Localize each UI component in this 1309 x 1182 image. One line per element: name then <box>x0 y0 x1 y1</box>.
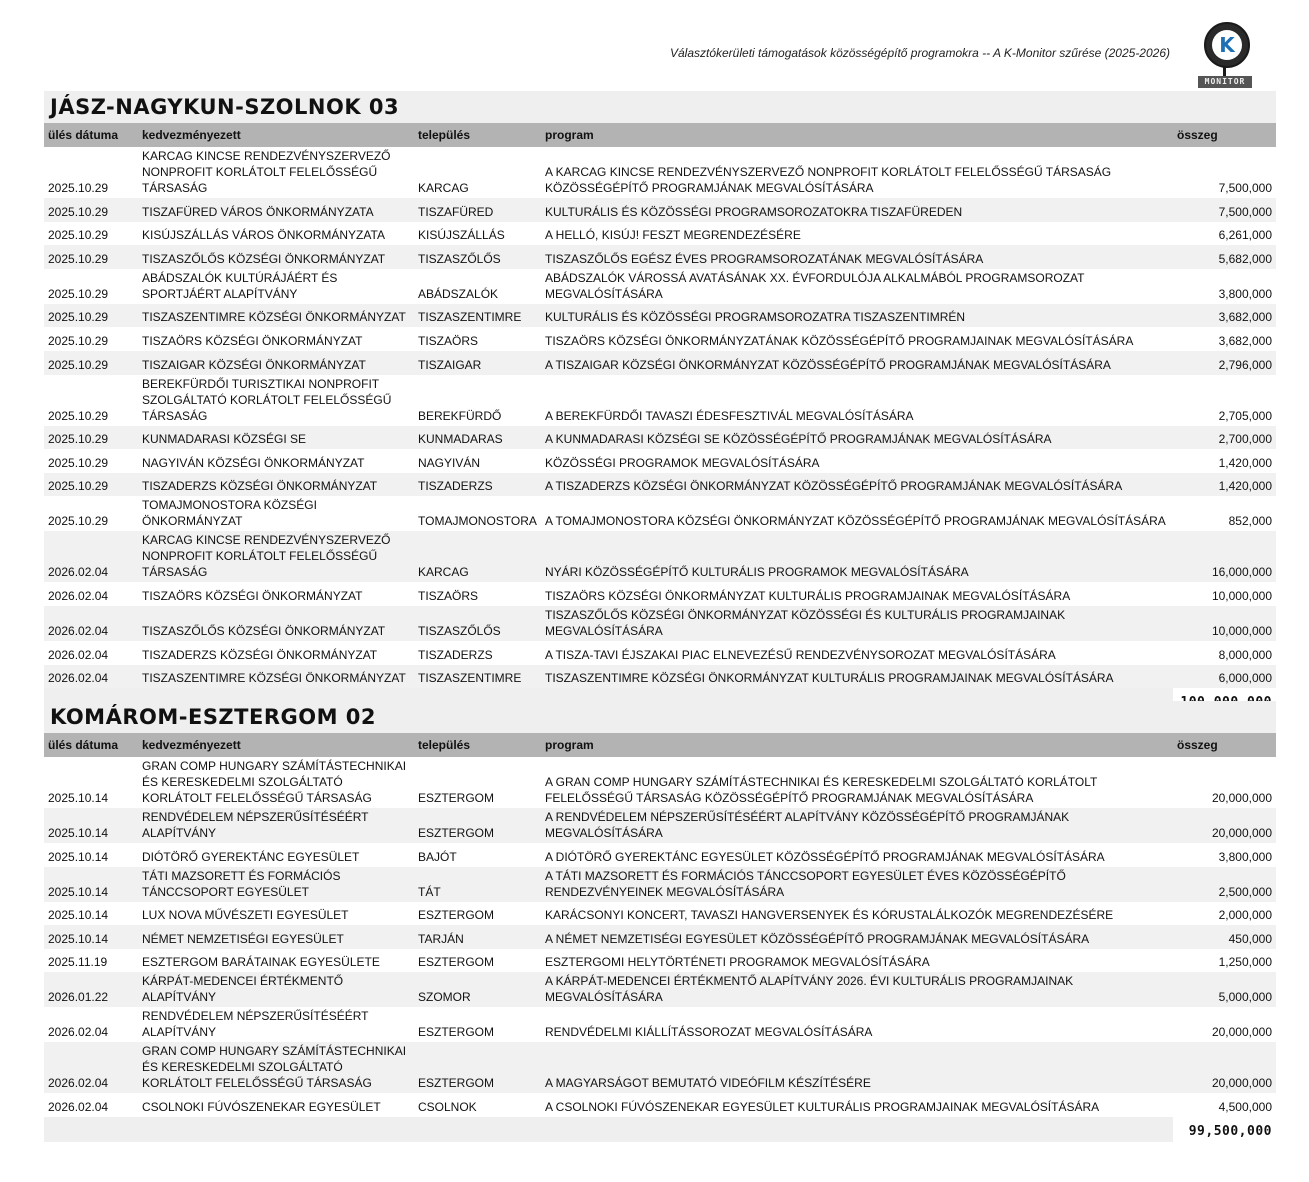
cell-town: BAJÓT <box>414 843 541 867</box>
report-title: Választókerületi támogatások közösségépítő programokra -- A K-Monitor szűrése (2025-2026) <box>669 46 1170 60</box>
col-header-amount: összeg <box>1173 123 1276 147</box>
table-row <box>44 449 1276 473</box>
cell-beneficiary: TISZAÖRS KÖZSÉGI ÖNKORMÁNYZAT <box>138 582 414 606</box>
cell-program: ABÁDSZALÓK VÁROSSÁ AVATÁSÁNAK XX. ÉVFORDULÓJA ALKALMÁBÓL PROGRAMSOROZAT MEGVALÓSÍTÁSÁRA <box>541 269 1173 304</box>
cell-beneficiary: ABÁDSZALÓK KULTÚRÁJÁÉRT ÉS SPORTJÁÉRT ALAPÍTVÁNY <box>138 269 414 304</box>
table-row <box>44 198 1276 222</box>
cell-beneficiary: DIÓTÖRŐ GYEREKTÁNC EGYESÜLET <box>138 843 414 867</box>
cell-amount: 20,000,000 <box>1173 808 1276 843</box>
cell-amount: 6,000,000 <box>1173 665 1276 689</box>
col-header-beneficiary: kedvezményezett <box>138 733 414 757</box>
cell-beneficiary: TISZADERZS KÖZSÉGI ÖNKORMÁNYZAT <box>138 473 414 497</box>
cell-town: TISZAFÜRED <box>414 198 541 222</box>
cell-program: KULTURÁLIS ÉS KÖZÖSSÉGI PROGRAMSOROZATOKRA TISZAFÜREDEN <box>541 198 1173 222</box>
cell-amount: 20,000,000 <box>1173 757 1276 808</box>
table-row <box>44 245 1276 269</box>
cell-amount: 7,500,000 <box>1173 147 1276 198</box>
cell-date: 2025.10.14 <box>44 808 138 843</box>
cell-amount: 10,000,000 <box>1173 582 1276 606</box>
cell-program: A MAGYARSÁGOT BEMUTATÓ VIDEÓFILM KÉSZÍTÉSÉRE <box>541 1042 1173 1093</box>
total-row <box>44 1117 1276 1142</box>
cell-town: ESZTERGOM <box>414 757 541 808</box>
cell-amount: 852,000 <box>1173 496 1276 531</box>
cell-town: ESZTERGOM <box>414 902 541 926</box>
cell-town: TISZASZŐLŐS <box>414 606 541 641</box>
cell-program: A RENDVÉDELEM NÉPSZERŰSÍTÉSÉÉRT ALAPÍTVÁNY KÖZÖSSÉGÉPÍTŐ PROGRAMJÁNAK MEGVALÓSÍTÁSÁRA <box>541 808 1173 843</box>
cell-town: ESZTERGOM <box>414 1007 541 1042</box>
table-row <box>44 949 1276 973</box>
table-row <box>44 327 1276 351</box>
table-row <box>44 606 1276 641</box>
cell-date: 2025.10.29 <box>44 147 138 198</box>
cell-beneficiary: KARCAG KINCSE RENDEZVÉNYSZERVEZŐ NONPROFIT KORLÁTOLT FELELŐSSÉGŰ TÁRSASÁG <box>138 531 414 582</box>
cell-program: RENDVÉDELMI KIÁLLÍTÁSSOROZAT MEGVALÓSÍTÁSÁRA <box>541 1007 1173 1042</box>
col-header-town: település <box>414 733 541 757</box>
logo-wordmark: MONITOR <box>1198 76 1252 88</box>
cell-beneficiary: TISZAIGAR KÖZSÉGI ÖNKORMÁNYZAT <box>138 351 414 375</box>
cell-date: 2025.10.29 <box>44 496 138 531</box>
cell-date: 2025.10.29 <box>44 426 138 450</box>
table-row <box>44 147 1276 198</box>
table-row <box>44 641 1276 665</box>
cell-date: 2025.10.14 <box>44 925 138 949</box>
cell-beneficiary: BEREKFÜRDŐI TURISZTIKAI NONPROFIT SZOLGÁLTATÓ KORLÁTOLT FELELŐSSÉGŰ TÁRSASÁG <box>138 375 414 426</box>
cell-beneficiary: TISZAÖRS KÖZSÉGI ÖNKORMÁNYZAT <box>138 327 414 351</box>
cell-date: 2025.10.14 <box>44 843 138 867</box>
cell-beneficiary: NÉMET NEMZETISÉGI EGYESÜLET <box>138 925 414 949</box>
logo-circle <box>1204 22 1250 68</box>
cell-amount: 2,000,000 <box>1173 902 1276 926</box>
cell-town: TISZADERZS <box>414 641 541 665</box>
cell-beneficiary: ESZTERGOM BARÁTAINAK EGYESÜLETE <box>138 949 414 973</box>
col-header-town: település <box>414 123 541 147</box>
cell-beneficiary: RENDVÉDELEM NÉPSZERŰSÍTÉSÉÉRT ALAPÍTVÁNY <box>138 1007 414 1042</box>
cell-amount: 2,796,000 <box>1173 351 1276 375</box>
cell-program: ESZTERGOMI HELYTÖRTÉNETI PROGRAMOK MEGVALÓSÍTÁSÁRA <box>541 949 1173 973</box>
cell-beneficiary: GRAN COMP HUNGARY SZÁMÍTÁSTECHNIKAI ÉS KERESKEDELMI SZOLGÁLTATÓ KORLÁTOLT FELELŐSSÉGŰ TÁRSASÁG <box>138 1042 414 1093</box>
cell-date: 2025.10.14 <box>44 757 138 808</box>
cell-amount: 6,261,000 <box>1173 222 1276 246</box>
cell-amount: 4,500,000 <box>1173 1093 1276 1117</box>
cell-date: 2025.10.14 <box>44 902 138 926</box>
cell-amount: 20,000,000 <box>1173 1007 1276 1042</box>
table-row <box>44 972 1276 1007</box>
cell-program: KARÁCSONYI KONCERT, TAVASZI HANGVERSENYEK ÉS KÓRUSTALÁLKOZÓK MEGRENDEZÉSÉRE <box>541 902 1173 926</box>
cell-amount: 16,000,000 <box>1173 531 1276 582</box>
section-total: 99,500,000 <box>1173 1117 1276 1142</box>
table-row <box>44 269 1276 304</box>
table-row <box>44 665 1276 689</box>
cell-beneficiary: TÁTI MAZSORETT ÉS FORMÁCIÓS TÁNCCSOPORT EGYESÜLET <box>138 867 414 902</box>
cell-beneficiary: KISÚJSZÁLLÁS VÁROS ÖNKORMÁNYZATA <box>138 222 414 246</box>
cell-date: 2025.10.29 <box>44 245 138 269</box>
cell-amount: 8,000,000 <box>1173 641 1276 665</box>
cell-date: 2026.02.04 <box>44 1093 138 1117</box>
cell-program: A HELLÓ, KISÚJ! FESZT MEGRENDEZÉSÉRE <box>541 222 1173 246</box>
cell-date: 2026.02.04 <box>44 665 138 689</box>
col-header-program: program <box>541 123 1173 147</box>
cell-date: 2025.10.29 <box>44 269 138 304</box>
col-header-date: ülés dátuma <box>44 123 138 147</box>
cell-beneficiary: KÁRPÁT-MEDENCEI ÉRTÉKMENTŐ ALAPÍTVÁNY <box>138 972 414 1007</box>
cell-town: ESZTERGOM <box>414 949 541 973</box>
cell-amount: 3,800,000 <box>1173 269 1276 304</box>
cell-amount: 5,682,000 <box>1173 245 1276 269</box>
table-row <box>44 473 1276 497</box>
cell-amount: 5,000,000 <box>1173 972 1276 1007</box>
cell-amount: 2,700,000 <box>1173 426 1276 450</box>
cell-town: KARCAG <box>414 531 541 582</box>
cell-beneficiary: LUX NOVA MŰVÉSZETI EGYESÜLET <box>138 902 414 926</box>
table-row <box>44 496 1276 531</box>
cell-program: TISZAÖRS KÖZSÉGI ÖNKORMÁNYZATÁNAK KÖZÖSSÉGÉPÍTŐ PROGRAMJAINAK MEGVALÓSÍTÁSÁRA <box>541 327 1173 351</box>
cell-beneficiary: TISZADERZS KÖZSÉGI ÖNKORMÁNYZAT <box>138 641 414 665</box>
cell-amount: 1,420,000 <box>1173 449 1276 473</box>
cell-date: 2025.11.19 <box>44 949 138 973</box>
section-jasz-nagykun-szolnok <box>44 91 1276 713</box>
table-row <box>44 426 1276 450</box>
cell-beneficiary: GRAN COMP HUNGARY SZÁMÍTÁSTECHNIKAI ÉS KERESKEDELMI SZOLGÁLTATÓ KORLÁTOLT FELELŐSSÉGŰ TÁRSASÁG <box>138 757 414 808</box>
cell-amount: 3,682,000 <box>1173 327 1276 351</box>
cell-beneficiary: TISZAFÜRED VÁROS ÖNKORMÁNYZATA <box>138 198 414 222</box>
section-title: KOMÁROM-ESZTERGOM 02 <box>44 701 1276 733</box>
cell-date: 2026.02.04 <box>44 641 138 665</box>
cell-program: A TOMAJMONOSTORA KÖZSÉGI ÖNKORMÁNYZAT KÖZÖSSÉGÉPÍTŐ PROGRAMJÁNAK MEGVALÓSÍTÁSÁRA <box>541 496 1173 531</box>
cell-date: 2025.10.29 <box>44 351 138 375</box>
table-row <box>44 222 1276 246</box>
cell-beneficiary: NAGYIVÁN KÖZSÉGI ÖNKORMÁNYZAT <box>138 449 414 473</box>
cell-program: A KÁRPÁT-MEDENCEI ÉRTÉKMENTŐ ALAPÍTVÁNY 2026. ÉVI KULTURÁLIS PROGRAMJAINAK MEGVALÓSÍTÁSÁRA <box>541 972 1173 1007</box>
cell-date: 2025.10.29 <box>44 327 138 351</box>
cell-town: TISZADERZS <box>414 473 541 497</box>
cell-amount: 20,000,000 <box>1173 1042 1276 1093</box>
cell-program: A BEREKFÜRDŐI TAVASZI ÉDESFESZTIVÁL MEGVALÓSÍTÁSÁRA <box>541 375 1173 426</box>
cell-program: A GRAN COMP HUNGARY SZÁMÍTÁSTECHNIKAI ÉS KERESKEDELMI SZOLGÁLTATÓ KORLÁTOLT FELELŐSSÉGŰ TÁRSASÁG KÖZÖSSÉGÉPÍTŐ PROGRAMJÁNAK MEGVALÓSÍTÁSÁRA <box>541 757 1173 808</box>
cell-town: NAGYIVÁN <box>414 449 541 473</box>
cell-program: A TISZADERZS KÖZSÉGI ÖNKORMÁNYZAT KÖZÖSSÉGÉPÍTŐ PROGRAMJÁNAK MEGVALÓSÍTÁSÁRA <box>541 473 1173 497</box>
cell-date: 2025.10.29 <box>44 473 138 497</box>
grants-table <box>44 123 1276 713</box>
cell-town: SZOMOR <box>414 972 541 1007</box>
logo-letter: K <box>1212 30 1242 60</box>
cell-date: 2025.10.29 <box>44 304 138 328</box>
cell-program: TISZASZŐLŐS EGÉSZ ÉVES PROGRAMSOROZATÁNAK MEGVALÓSÍTÁSÁRA <box>541 245 1173 269</box>
cell-program: TISZASZENTIMRE KÖZSÉGI ÖNKORMÁNYZAT KULTURÁLIS PROGRAMJAINAK MEGVALÓSÍTÁSÁRA <box>541 665 1173 689</box>
cell-date: 2025.10.29 <box>44 449 138 473</box>
cell-date: 2026.02.04 <box>44 582 138 606</box>
table-row <box>44 1093 1276 1117</box>
cell-town: TÁT <box>414 867 541 902</box>
cell-date: 2025.10.29 <box>44 222 138 246</box>
table-row <box>44 304 1276 328</box>
table-row <box>44 351 1276 375</box>
col-header-beneficiary: kedvezményezett <box>138 123 414 147</box>
cell-program: A TISZAIGAR KÖZSÉGI ÖNKORMÁNYZAT KÖZÖSSÉGÉPÍTŐ PROGRAMJÁNAK MEGVALÓSÍTÁSÁRA <box>541 351 1173 375</box>
cell-town: ESZTERGOM <box>414 1042 541 1093</box>
cell-town: TISZASZENTIMRE <box>414 304 541 328</box>
cell-amount: 3,800,000 <box>1173 843 1276 867</box>
table-row <box>44 843 1276 867</box>
cell-town: ESZTERGOM <box>414 808 541 843</box>
table-row <box>44 902 1276 926</box>
cell-town: TARJÁN <box>414 925 541 949</box>
cell-amount: 2,705,000 <box>1173 375 1276 426</box>
cell-town: ABÁDSZALÓK <box>414 269 541 304</box>
cell-town: KISÚJSZÁLLÁS <box>414 222 541 246</box>
col-header-program: program <box>541 733 1173 757</box>
k-monitor-logo <box>1196 20 1256 90</box>
table-row <box>44 757 1276 808</box>
cell-date: 2026.01.22 <box>44 972 138 1007</box>
cell-program: A NÉMET NEMZETISÉGI EGYESÜLET KÖZÖSSÉGÉPÍTŐ PROGRAMJÁNAK MEGVALÓSÍTÁSÁRA <box>541 925 1173 949</box>
cell-amount: 7,500,000 <box>1173 198 1276 222</box>
col-header-date: ülés dátuma <box>44 733 138 757</box>
cell-date: 2026.02.04 <box>44 606 138 641</box>
table-header-row <box>44 733 1276 757</box>
cell-town: TISZASZENTIMRE <box>414 665 541 689</box>
cell-town: KUNMADARAS <box>414 426 541 450</box>
cell-town: TISZAIGAR <box>414 351 541 375</box>
cell-amount: 1,420,000 <box>1173 473 1276 497</box>
cell-amount: 1,250,000 <box>1173 949 1276 973</box>
cell-beneficiary: TISZASZŐLŐS KÖZSÉGI ÖNKORMÁNYZAT <box>138 245 414 269</box>
table-row <box>44 1042 1276 1093</box>
cell-program: A CSOLNOKI FÚVÓSZENEKAR EGYESÜLET KULTURÁLIS PROGRAMJAINAK MEGVALÓSÍTÁSÁRA <box>541 1093 1173 1117</box>
cell-program: A TISZA-TAVI ÉJSZAKAI PIAC ELNEVEZÉSŰ RENDEZVÉNYSOROZAT MEGVALÓSÍTÁSÁRA <box>541 641 1173 665</box>
cell-date: 2026.02.04 <box>44 531 138 582</box>
col-header-amount: összeg <box>1173 733 1276 757</box>
table-row <box>44 808 1276 843</box>
cell-beneficiary: RENDVÉDELEM NÉPSZERŰSÍTÉSÉÉRT ALAPÍTVÁNY <box>138 808 414 843</box>
cell-town: TISZAÖRS <box>414 327 541 351</box>
cell-program: NYÁRI KÖZÖSSÉGÉPÍTŐ KULTURÁLIS PROGRAMOK MEGVALÓSÍTÁSÁRA <box>541 531 1173 582</box>
cell-amount: 2,500,000 <box>1173 867 1276 902</box>
cell-program: A KUNMADARASI KÖZSÉGI SE KÖZÖSSÉGÉPÍTŐ PROGRAMJÁNAK MEGVALÓSÍTÁSÁRA <box>541 426 1173 450</box>
cell-town: TOMAJMONOSTORA <box>414 496 541 531</box>
cell-program: KÖZÖSSÉGI PROGRAMOK MEGVALÓSÍTÁSÁRA <box>541 449 1173 473</box>
logo-stem <box>1223 66 1226 76</box>
cell-date: 2025.10.29 <box>44 375 138 426</box>
table-row <box>44 531 1276 582</box>
cell-date: 2025.10.14 <box>44 867 138 902</box>
table-body <box>44 147 1276 713</box>
cell-town: CSOLNOK <box>414 1093 541 1117</box>
cell-beneficiary: TISZASZENTIMRE KÖZSÉGI ÖNKORMÁNYZAT <box>138 665 414 689</box>
cell-beneficiary: KUNMADARASI KÖZSÉGI SE <box>138 426 414 450</box>
cell-town: TISZASZŐLŐS <box>414 245 541 269</box>
section-komarom-esztergom <box>44 701 1276 1142</box>
cell-town: TISZAÖRS <box>414 582 541 606</box>
table-header-row <box>44 123 1276 147</box>
cell-program: A TÁTI MAZSORETT ÉS FORMÁCIÓS TÁNCCSOPORT EGYESÜLET ÉVES KÖZÖSSÉGÉPÍTŐ RENDEZVÉNYEINEK MEGVALÓSÍTÁSÁRA <box>541 867 1173 902</box>
cell-program: TISZAÖRS KÖZSÉGI ÖNKORMÁNYZAT KULTURÁLIS PROGRAMJAINAK MEGVALÓSÍTÁSÁRA <box>541 582 1173 606</box>
cell-beneficiary: TISZASZENTIMRE KÖZSÉGI ÖNKORMÁNYZAT <box>138 304 414 328</box>
cell-program: TISZASZŐLŐS KÖZSÉGI ÖNKORMÁNYZAT KÖZÖSSÉGI ÉS KULTURÁLIS PROGRAMJAINAK MEGVALÓSÍTÁSÁRA <box>541 606 1173 641</box>
cell-beneficiary: TISZASZŐLŐS KÖZSÉGI ÖNKORMÁNYZAT <box>138 606 414 641</box>
section-title: JÁSZ-NAGYKUN-SZOLNOK 03 <box>44 91 1276 123</box>
table-row <box>44 582 1276 606</box>
cell-date: 2026.02.04 <box>44 1007 138 1042</box>
total-row-spacer <box>44 1117 1173 1142</box>
table-row <box>44 1007 1276 1042</box>
cell-beneficiary: KARCAG KINCSE RENDEZVÉNYSZERVEZŐ NONPROFIT KORLÁTOLT FELELŐSSÉGŰ TÁRSASÁG <box>138 147 414 198</box>
table-row <box>44 867 1276 902</box>
cell-amount: 450,000 <box>1173 925 1276 949</box>
cell-program: A KARCAG KINCSE RENDEZVÉNYSZERVEZŐ NONPROFIT KORLÁTOLT FELELŐSSÉGŰ TÁRSASÁG KÖZÖSSÉGÉPÍTŐ PROGRAMJÁNAK MEGVALÓSÍTÁSÁRA <box>541 147 1173 198</box>
table-body <box>44 757 1276 1142</box>
cell-town: BEREKFÜRDŐ <box>414 375 541 426</box>
cell-date: 2026.02.04 <box>44 1042 138 1093</box>
grants-table <box>44 733 1276 1142</box>
cell-program: A DIÓTÖRŐ GYEREKTÁNC EGYESÜLET KÖZÖSSÉGÉPÍTŐ PROGRAMJÁNAK MEGVALÓSÍTÁSÁRA <box>541 843 1173 867</box>
cell-town: KARCAG <box>414 147 541 198</box>
cell-amount: 3,682,000 <box>1173 304 1276 328</box>
table-row <box>44 375 1276 426</box>
table-row <box>44 925 1276 949</box>
cell-date: 2025.10.29 <box>44 198 138 222</box>
cell-beneficiary: CSOLNOKI FÚVÓSZENEKAR EGYESÜLET <box>138 1093 414 1117</box>
cell-amount: 10,000,000 <box>1173 606 1276 641</box>
cell-program: KULTURÁLIS ÉS KÖZÖSSÉGI PROGRAMSOROZATRA TISZASZENTIMRÉN <box>541 304 1173 328</box>
cell-beneficiary: TOMAJMONOSTORA KÖZSÉGI ÖNKORMÁNYZAT <box>138 496 414 531</box>
